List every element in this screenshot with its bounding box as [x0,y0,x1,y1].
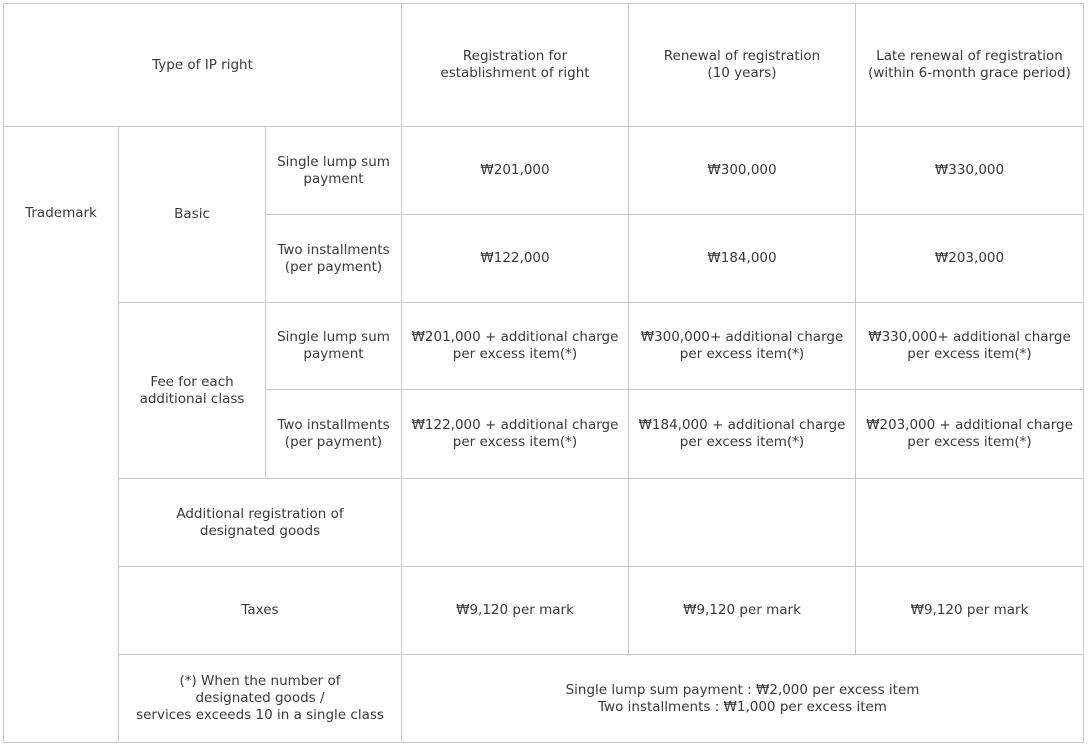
excess-item-note-label: (*) When the number of designated goods / services exceeds 10 in a single class [119,655,402,743]
additional-lump-label: Single lump sum payment [266,303,402,390]
additional-installments-late: ₩203,000 + additional charge per excess item(*) [856,390,1084,479]
additional-installments-label: Two installments (per payment) [266,390,402,479]
basic-installments-renewal: ₩184,000 [629,215,856,303]
designated-goods-renewal [629,479,856,567]
header-row [4,4,1084,127]
taxes-label: Taxes [119,567,402,655]
header-renewal: Renewal of registration (10 years) [629,4,856,127]
taxes-renewal: ₩9,120 per mark [629,567,856,655]
additional-class-label: Fee for each additional class [119,303,266,479]
table-row [4,479,1084,567]
basic-label: Basic [119,127,266,303]
table-row [4,567,1084,655]
basic-installments-registration: ₩122,000 [402,215,629,303]
designated-goods-registration [402,479,629,567]
trademark-fee-table [3,3,1084,743]
excess-item-charges: Single lump sum payment : ₩2,000 per excess item Two installments : ₩1,000 per excess item [402,655,1084,743]
table-row [4,127,1084,215]
table-row [4,655,1084,743]
additional-installments-registration: ₩122,000 + additional charge per excess item(*) [402,390,629,479]
additional-installments-renewal: ₩184,000 + additional charge per excess item(*) [629,390,856,479]
table-row [4,303,1084,390]
basic-installments-label: Two installments (per payment) [266,215,402,303]
designated-goods-label: Additional registration of designated goods [119,479,402,567]
designated-goods-late [856,479,1084,567]
ip-type-trademark: Trademark [4,127,119,743]
header-type-of-ip-right: Type of IP right [4,4,402,127]
additional-lump-registration: ₩201,000 + additional charge per excess item(*) [402,303,629,390]
basic-lump-renewal: ₩300,000 [629,127,856,215]
header-registration: Registration for establishment of right [402,4,629,127]
additional-lump-renewal: ₩300,000+ additional charge per excess item(*) [629,303,856,390]
additional-lump-late: ₩330,000+ additional charge per excess item(*) [856,303,1084,390]
taxes-registration: ₩9,120 per mark [402,567,629,655]
basic-lump-late: ₩330,000 [856,127,1084,215]
basic-lump-label: Single lump sum payment [266,127,402,215]
header-late-renewal: Late renewal of registration (within 6-month grace period) [856,4,1084,127]
basic-lump-registration: ₩201,000 [402,127,629,215]
basic-installments-late: ₩203,000 [856,215,1084,303]
taxes-late: ₩9,120 per mark [856,567,1084,655]
